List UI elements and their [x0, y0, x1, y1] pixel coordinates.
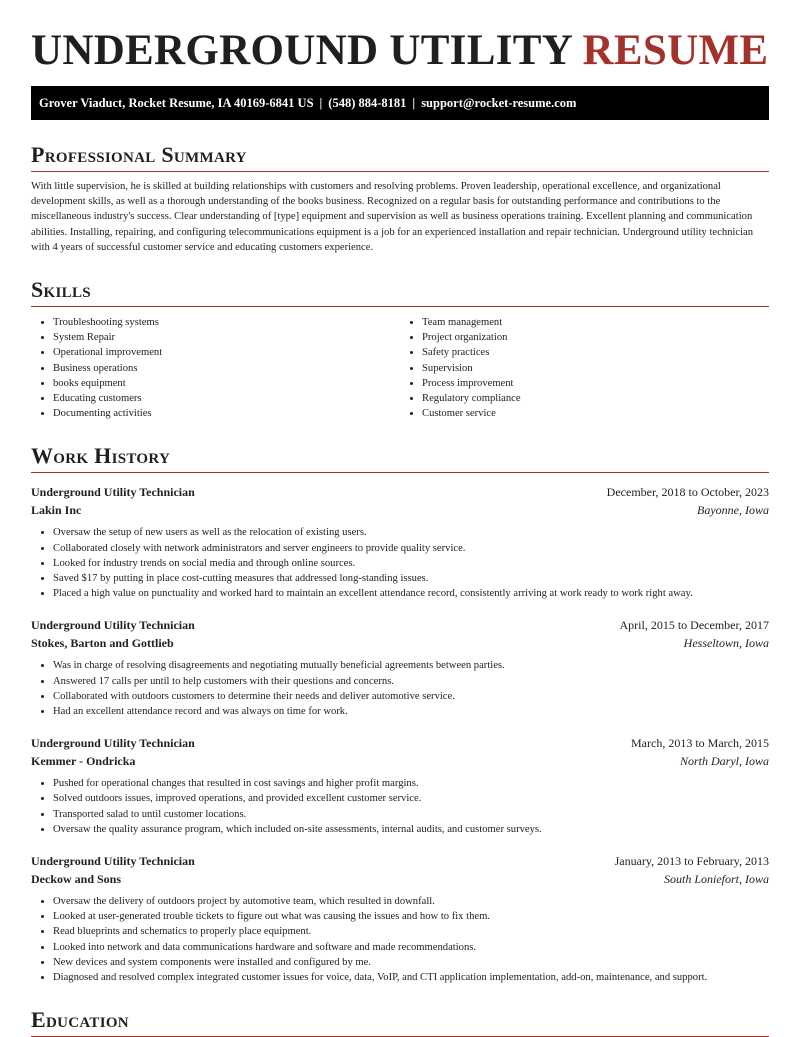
contact-separator: |: [319, 96, 323, 110]
skill-item: • Customer service: [422, 406, 769, 421]
contact-address: Grover Viaduct, Rocket Resume, IA 40169-6841 US: [39, 96, 314, 110]
skill-item: • Business operations: [53, 361, 400, 376]
job-company: Stokes, Barton and Gottlieb: [31, 636, 174, 651]
job-duty: • Placed a high value on punctuality and worked hard to maintain an excellent attendance record, consistently arriving at work ready to work right away.: [53, 586, 769, 601]
skill-item: • Regulatory compliance: [422, 391, 769, 406]
job-location: Hesseltown, Iowa: [683, 636, 769, 651]
job-title: Underground Utility Technician: [31, 485, 195, 500]
job-duty: • Collaborated with outdoors customers to determine their needs and deliver automotive service.: [53, 689, 769, 704]
skill-item: • Process improvement: [422, 376, 769, 391]
job-duty: • New devices and system components were installed and configured by me.: [53, 955, 769, 970]
job-entry: [31, 852, 769, 985]
title-accent: RESUME: [582, 27, 769, 74]
job-duty: • Oversaw the quality assurance program, which included on-site assessments, internal audits, and customer surveys.: [53, 822, 769, 837]
skill-item: • books equipment: [53, 376, 400, 391]
summary-heading: Professional Summary: [31, 142, 247, 167]
job-duties: [31, 894, 769, 985]
job-duty: • Looked for industry trends on social media and through online sources.: [53, 556, 769, 571]
job-duty: • Looked into network and data communications hardware and software and made recommendations.: [53, 940, 769, 955]
skill-item: • Operational improvement: [53, 345, 400, 360]
job-duties: [31, 525, 769, 601]
job-title: Underground Utility Technician: [31, 854, 195, 869]
job-dates: April, 2015 to December, 2017: [619, 618, 769, 633]
resume-title: [31, 0, 769, 74]
job-duty: • Had an excellent attendance record and was always on time for work.: [53, 704, 769, 719]
skill-item: • Team management: [422, 315, 769, 330]
job-dates: December, 2018 to October, 2023: [606, 485, 769, 500]
skill-item: • Supervision: [422, 361, 769, 376]
section-divider: [31, 472, 769, 473]
job-company: Lakin Inc: [31, 503, 82, 518]
job-duty: • Oversaw the setup of new users as well as the relocation of existing users.: [53, 525, 769, 540]
job-company: Kemmer - Ondricka: [31, 754, 136, 769]
contact-bar: [31, 86, 769, 120]
job-duty: • Saved $17 by putting in place cost-cutting measures that addressed long-standing issues.: [53, 571, 769, 586]
job-duty: • Looked at user-generated trouble tickets to figure out what was causing the issues and how to fix them.: [53, 909, 769, 924]
job-duty: • Oversaw the delivery of outdoors project by automotive team, which resulted in downfall.: [53, 894, 769, 909]
job-location: South Loniefort, Iowa: [663, 872, 769, 887]
job-duty: • Pushed for operational changes that resulted in cost savings and higher profit margins.: [53, 776, 769, 791]
job-duty: • Was in charge of resolving disagreements and negotiating mutually beneficial agreements between parties.: [53, 658, 769, 673]
job-duty: • Collaborated closely with network administrators and server engineers to provide quality service.: [53, 541, 769, 556]
section-divider: [31, 306, 769, 307]
job-duties: [31, 776, 769, 837]
contact-email: support@rocket-resume.com: [421, 96, 577, 110]
work-history-heading: Work History: [31, 443, 171, 469]
skill-item: • Safety practices: [422, 345, 769, 360]
job-company: Deckow and Sons: [31, 872, 122, 887]
job-dates: March, 2013 to March, 2015: [631, 736, 769, 751]
skill-item: • System Repair: [53, 330, 400, 345]
job-duty: • Transported salad to until customer locations.: [53, 807, 769, 822]
job-duty: • Read blueprints and schematics to properly place equipment.: [53, 924, 769, 939]
job-duty: • Solved outdoors issues, improved operations, and provided excellent customer service.: [53, 791, 769, 806]
job-dates: January, 2013 to February, 2013: [614, 854, 769, 869]
summary-text: With little supervision, he is skilled at building relationships with customers and resolving problems. Proven leadership, operational excellence, and organizational development skills, as well as a thorough understanding of the books business. Recognized on a regular basis for outstanding performance and contributions to the miscellaneous industry's success. Clear understanding of [type] equipment and supervision as well as business operations training. Excellent planning and communication abilities. Installing, repairing, and configuring telecommunications equipment is a job for an experienced installation and repair technician. Underground utility technician with 4 years of successful customer service and educating customers experience.: [31, 181, 754, 253]
skills-heading: Skills: [31, 277, 91, 303]
contact-separator: |: [412, 96, 416, 110]
job-location: North Daryl, Iowa: [679, 754, 769, 769]
job-entry: [31, 483, 769, 601]
skills-column-left: [31, 315, 400, 421]
skills-list: [31, 315, 769, 421]
skill-item: • Documenting activities: [53, 406, 400, 421]
job-title: Underground Utility Technician: [31, 736, 195, 751]
section-divider: [31, 171, 769, 172]
job-location: Bayonne, Iowa: [697, 503, 769, 518]
skill-item: • Educating customers: [53, 391, 400, 406]
education-heading: Education: [31, 1007, 129, 1033]
title-main: UNDERGROUND UTILITY: [31, 27, 572, 74]
job-duty: • Diagnosed and resolved complex integrated customer issues for voice, data, VoIP, and CTI application implementation, add-on, maintenance, and support.: [53, 970, 769, 985]
skill-item: • Troubleshooting systems: [53, 315, 400, 330]
job-entry: [31, 616, 769, 719]
contact-phone: (548) 884-8181: [328, 96, 407, 110]
job-duties: [31, 658, 769, 719]
job-duty: • Answered 17 calls per until to help customers with their questions and concerns.: [53, 674, 769, 689]
job-entry: [31, 734, 769, 837]
skills-column-right: [400, 315, 769, 421]
skill-item: • Project organization: [422, 330, 769, 345]
job-title: Underground Utility Technician: [31, 618, 195, 633]
